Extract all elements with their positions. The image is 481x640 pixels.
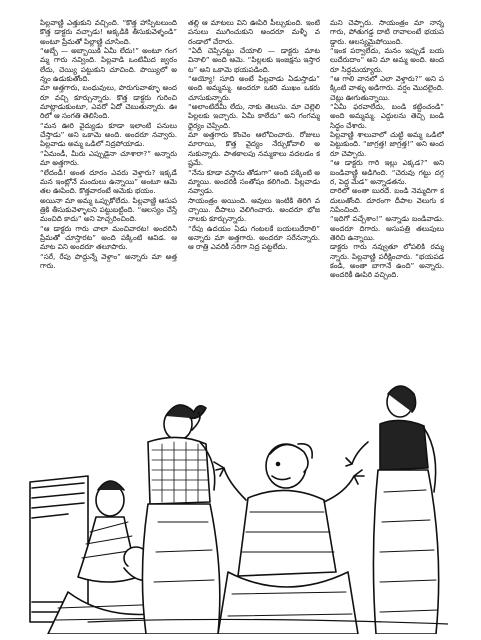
paragraph: మని చెప్పారు. సాయంత్రం మా నాన్నగారు, పోతుగడ్డ దాటి రావాలంటే భయపడ్డారు. ఆలస్యమైపోయింది.: [330, 18, 444, 46]
paragraph: “ఇంక పర్వాలేదు, మనం ఇప్పుడే బయలుదేరుదాం” అని మా అమ్మ అంది. అందరూ సిద్ధమయ్యారు.: [330, 46, 444, 74]
paragraph: “ఏమీ ఫరవాలేదు, బండి కట్టించండి” అంది అమ్మమ్మ. ఎద్దులను తెచ్చి బండి సిద్ధం చేశారు.: [330, 102, 444, 130]
paragraph: సాయంత్రం అయింది. ఆవులు ఇంటికి తిరిగి వచ్చాయి. దీపాలు వెలిగించారు. అందరూ భోజనాలకు కూర్చున్నారు.: [188, 195, 320, 224]
paragraph: “ఆ డాక్టరు గారి ఇల్లు ఎక్కడ?” అని బండివాణ్ణి అడిగింది. “చెరువు గట్టు దగ్గర, పెద్ద మేడ” అన్నాడతను.: [330, 158, 444, 186]
paragraph: మా అత్తగారు కొంచెం ఆలోచించారు. రోజులు మారాయి, కొత్త వైద్యం నేర్చుకోవాలి అనుకున్నారు. పాతకాలపు నమ్మకాలు వదలడం కష్టమే.: [188, 130, 320, 168]
story-illustration: [28, 372, 448, 634]
paragraph: “రేపు ఉదయం ఏడు గంటలకే బయలుదేరాలి” అన్నారు మా అత్తగారు. అందరూ సరేనన్నారు. ఆ రాత్రి ఎవరికీ సరిగా నిద్ర పట్టలేదు.: [188, 223, 320, 252]
text-column-middle: [188, 18, 320, 366]
paragraph: అయినా మా అమ్మ ఒప్పుకోలేదు. పిల్లవాణ్ణి ఆసుపత్రికి తీసుకువెళ్ళాలని పట్టుబట్టింది. “ఆలస్యం చేస్తే మంచిది కాదు” అని హెచ్చరించింది.: [40, 195, 177, 224]
paragraph: పిల్లవాణ్ణి శాలువాలో చుట్టి అమ్మ ఒడిలో పెట్టుకుంది. “జాగ్రత్త! జాగ్రత్త!” అని అందరూ చెప్పారు.: [330, 130, 444, 158]
paragraph: మా అత్తగారు, బంధువులు, పొరుగువాళ్ళూ అందరూ వచ్చి కూర్చున్నారు. కొత్త డాక్టరు గురించి మాట్లాడుకుంటూ, ఎవరో ఏదో చెబుతున్నారు. ఊరిలో ఆ సంగతి తెలిసింది.: [40, 83, 177, 121]
paragraph: “సరే, రేపు పొద్దున్నే వెళ్దాం” అన్నారు మా అత్తగారు.: [40, 251, 177, 270]
paragraph: “లేదండీ! అంత దూరం ఎవరు వెళ్తారు? ఇక్కడే మన ఇంట్లోనే మందులు ఉన్నాయి” అంటూ ఆమె తల ఊపింది. కొత్తవారంటే ఆమెకు భయం.: [40, 167, 177, 196]
paragraph: డాక్టరు గారు నవ్వుతూ లోపలికి రమ్మన్నారు. పిల్లవాణ్ణి పరీక్షించారు. “భయపడకండి, అంతా బాగానే ఉంది” అన్నారు. అందరికీ ఊపిరి వచ్చింది.: [330, 242, 444, 280]
paragraph: “మన ఊరి వైద్యుడు కూడా ఇలాంటి పనులు చేస్తాడు” అని ఒకామె అంది. అందరూ నవ్వారు. పిల్లవాడు అమ్మ ఒడిలో నిద్రపోయాడు.: [40, 120, 177, 149]
paragraph: పిల్లవాణ్ణి ఎత్తుకుని వచ్చింది. “కొత్త హాస్పిటలుంది కొత్త డాక్టరు వచ్చాడు! అక్కడికి తీసుకువెళ్ళండి” అంటూ ప్రేమతో పిల్లాణ్ణి చూసింది.: [40, 18, 177, 46]
line-drawing-women-gathering: [28, 372, 448, 634]
paragraph: “ఆ గాలి వానలో ఎలా వెళ్తారు?” అని పక్కింటి వాళ్ళు అడిగారు. వర్షం మొదలైంది. చెట్లు ఊగుతున్నాయి.: [330, 74, 444, 102]
paragraph: “ఏమండీ, మీరు ఎప్పుడైనా చూశారా?” అన్నారు మా అత్తగారు.: [40, 148, 177, 168]
paragraph: తల్లి ఆ మాటలు విని ఊపిరి పీల్చుకుంది. ఇంటి పనులు ముగించుకుని అందరూ మళ్ళీ వరండాలో చేరారు.: [188, 18, 320, 46]
paragraph: దారిలో అంతా బురదే. బండి నెమ్మదిగా కదులుతోంది. దూరంగా దీపాల వెలుగు కనిపించింది.: [330, 186, 444, 214]
paragraph: “నేను కూడా వస్తాను తోడుగా” అంది పక్కింటి అమ్మాయి. అందరికీ సంతోషం కలిగింది. పిల్లవాడు నవ్వాడు.: [188, 167, 320, 196]
paragraph: “అలాంటిదేమీ లేదు, నాకు తెలుసు. మా చెల్లెలి పిల్లలకు ఇచ్చారు. ఏమీ కాలేదు” అని గంగమ్మ ధైర్యం చెప్పింది.: [188, 102, 320, 130]
paragraph: “ఆ డాక్టరు గారు చాలా మంచివారట! అందరినీ ప్రేమతో చూస్తారట” అంది పక్కింటి ఆవిడ. ఆ మాట విని అందరూ తలూపారు.: [40, 223, 177, 252]
paragraph: “ఏదీ చెప్పినట్టు చేయాలి — డాక్టరు మాట వినాలి” అంది ఆమె. “పిల్లలకు ఇంజక్షను ఇస్తారట” అని ఒకామె భయపడింది.: [188, 46, 320, 74]
paragraph: “ఇదిగో వచ్చేశాం!” అన్నాడు బండివాడు. అందరూ దిగారు. ఆసుపత్రి తలుపులు తెరిచి ఉన్నాయి.: [330, 214, 444, 242]
paragraph: “అయ్యో! సూది అంటే పిల్లవాడు ఏడుస్తాడు” అంది అమ్మమ్మ. అందరూ ఒకరి ముఖం ఒకరు చూసుకున్నారు.: [188, 74, 320, 102]
paragraph: “అబ్బే — అబ్బాయికి ఏమీ లేదు!” అంటూ గంగమ్మ గారు నవ్వింది. పిల్లవాడి ఒంటిమీద జ్వరం లేదు, చెయ్యి పట్టుకుని చూచింది. పొయ్యిలో అన్నం ఉడుకుతోంది.: [40, 46, 177, 84]
